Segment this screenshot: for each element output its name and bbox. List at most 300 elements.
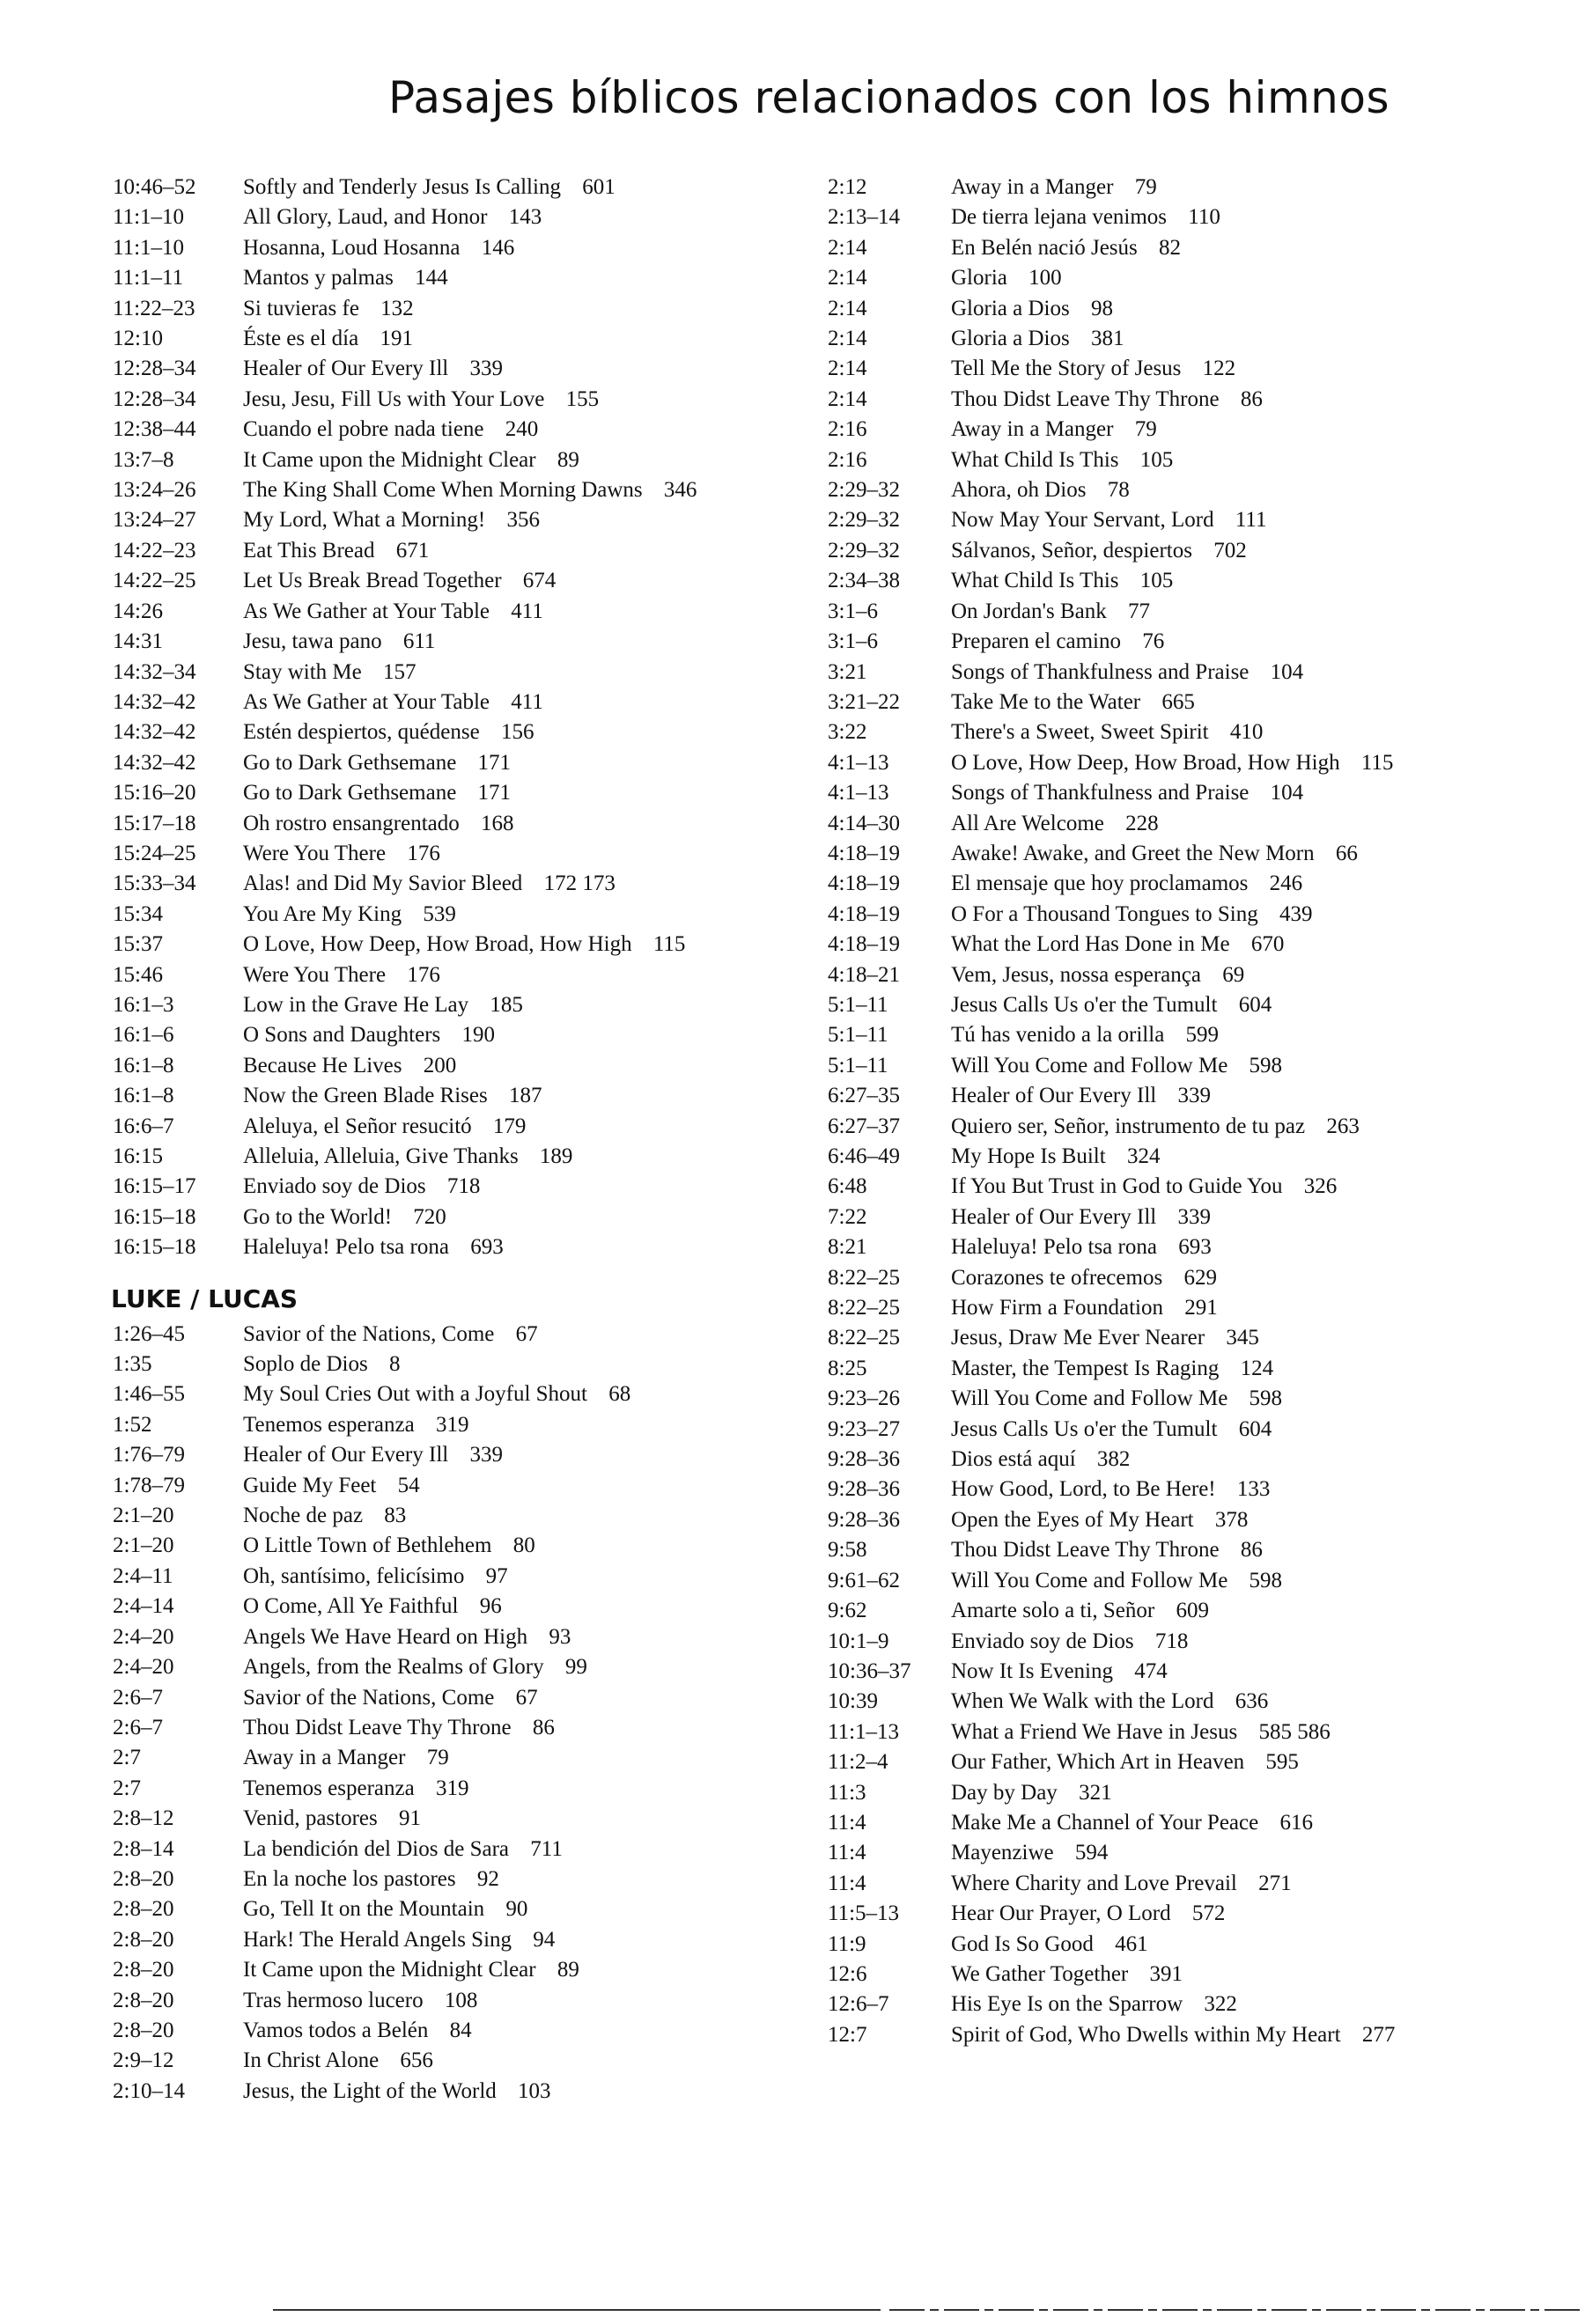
hymn-title: Alas! and Did My Savior Bleed — [243, 872, 523, 896]
hymn-title: Éste es el día — [243, 327, 359, 351]
scripture-reference: 5:1–11 — [828, 992, 888, 1017]
hymn-number: 200 — [423, 1053, 457, 1077]
scripture-reference: 4:1–13 — [828, 781, 889, 805]
index-entry — [113, 263, 729, 293]
hymn-entry — [243, 324, 729, 354]
hymn-title: Gloria — [951, 266, 1007, 290]
index-entry — [828, 1172, 1462, 1202]
hymn-title: My Lord, What a Morning! — [243, 508, 486, 533]
hymn-entry — [951, 1081, 1462, 1111]
hymn-title: Hark! The Herald Angels Sing — [243, 1927, 512, 1952]
index-entry — [113, 1081, 729, 1111]
scripture-reference: 14:32–42 — [113, 689, 196, 714]
scripture-reference: 4:18–21 — [828, 962, 900, 987]
index-entry — [828, 294, 1462, 324]
hymn-entry — [951, 1354, 1462, 1384]
scripture-reference: 14:32–42 — [113, 750, 196, 775]
hymn-entry — [951, 385, 1462, 415]
hymn-title: Tell Me the Story of Jesus — [951, 357, 1182, 381]
hymn-number: 381 — [1090, 327, 1124, 351]
index-entry — [828, 1415, 1462, 1445]
index-entry — [113, 536, 729, 566]
hymn-title: Healer of Our Every Ill — [243, 1443, 449, 1467]
hymn-number: 720 — [413, 1204, 446, 1229]
index-entry — [828, 1808, 1462, 1838]
hymn-number: 572 — [1191, 1901, 1226, 1926]
hymn-number: 168 — [481, 811, 514, 835]
hymn-entry — [951, 566, 1462, 596]
hymn-title: The King Shall Come When Morning Dawns — [243, 478, 643, 503]
scripture-reference: 8:22–25 — [828, 1265, 900, 1290]
hymn-title: Awake! Awake, and Greet the New Morn — [951, 841, 1315, 865]
hymn-entry — [243, 1531, 729, 1561]
hymn-entry — [951, 536, 1462, 566]
hymn-number: 711 — [530, 1836, 563, 1861]
index-entry — [113, 566, 729, 596]
hymn-title: Noche de paz — [243, 1504, 364, 1528]
index-entry — [828, 1596, 1462, 1626]
hymn-entry — [243, 1955, 729, 1985]
scripture-reference: 9:28–36 — [828, 1447, 900, 1472]
index-entry — [828, 202, 1462, 232]
hymn-number: 104 — [1270, 781, 1304, 805]
hymn-title: Gloria a Dios — [951, 296, 1070, 320]
hymn-title: Oh, santísimo, felicísimo — [243, 1563, 465, 1588]
hymn-entry — [951, 1323, 1462, 1353]
scripture-reference: 11:4 — [828, 1841, 866, 1865]
index-entry — [828, 839, 1462, 869]
hymn-title: Softly and Tenderly Jesus Is Calling — [243, 175, 561, 199]
hymn-entry — [951, 1415, 1462, 1445]
hymn-entry — [243, 1350, 729, 1379]
hymn-title: Let Us Break Bread Together — [243, 569, 502, 593]
hymn-number: 474 — [1134, 1658, 1168, 1683]
index-entry — [828, 748, 1462, 778]
hymn-title: How Good, Lord, to Be Here! — [951, 1477, 1216, 1502]
hymn-number: 604 — [1238, 1416, 1272, 1441]
hymn-title: Oh rostro ensangrentado — [243, 811, 460, 835]
hymn-title: Now the Green Blade Rises — [243, 1084, 488, 1108]
scripture-reference: 15:17–18 — [113, 811, 196, 835]
scripture-reference: 13:7–8 — [113, 447, 174, 472]
hymn-number: 77 — [1127, 599, 1150, 623]
hymn-entry — [951, 960, 1462, 990]
scripture-reference: 5:1–11 — [828, 1053, 888, 1077]
index-entry — [828, 1323, 1462, 1353]
index-entry — [113, 1683, 729, 1713]
hymn-number: 176 — [407, 841, 440, 865]
hymn-entry — [243, 415, 729, 445]
hymn-number: 410 — [1229, 720, 1264, 745]
hymn-entry — [951, 1505, 1462, 1535]
index-entry — [113, 1440, 729, 1470]
hymn-entry — [243, 1020, 729, 1050]
hymn-title: Angels, from the Realms of Glory — [243, 1655, 544, 1680]
hymn-entry — [951, 1142, 1462, 1172]
scripture-reference: 2:7 — [113, 1776, 141, 1800]
hymn-entry — [243, 1864, 729, 1894]
hymn-title: Go to the World! — [243, 1204, 393, 1229]
scripture-reference: 15:46 — [113, 962, 163, 987]
hymn-entry — [951, 809, 1462, 839]
hymn-entry — [951, 1930, 1462, 1960]
hymn-title: Haleluya! Pelo tsa rona — [243, 1235, 449, 1260]
scripture-reference: 3:22 — [828, 720, 867, 745]
hymn-title: Away in a Manger — [951, 175, 1114, 199]
hymn-title: Enviado soy de Dios — [243, 1174, 426, 1199]
hymn-title: Cuando el pobre nada tiene — [243, 417, 484, 442]
hymn-title: If You But Trust in God to Guide You — [951, 1174, 1283, 1199]
scripture-reference: 5:1–11 — [828, 1023, 888, 1048]
hymn-number: 69 — [1222, 962, 1245, 987]
hymn-entry — [243, 1894, 729, 1924]
index-entry — [113, 1501, 729, 1531]
hymn-title: Dios está aquí — [951, 1447, 1076, 1472]
scripture-reference: 16:15–18 — [113, 1235, 196, 1260]
index-entry — [828, 1384, 1462, 1414]
hymn-title: How Firm a Foundation — [951, 1296, 1163, 1320]
hymn-number: 670 — [1250, 932, 1285, 957]
hymn-title: Healer of Our Every Ill — [243, 357, 449, 381]
index-entry — [828, 2020, 1462, 2050]
hymn-number: 185 — [490, 992, 523, 1017]
hymn-entry — [243, 505, 729, 535]
scripture-reference: 9:58 — [828, 1538, 867, 1563]
hymn-entry — [951, 990, 1462, 1020]
hymn-title: Tenemos esperanza — [243, 1776, 415, 1800]
hymn-number: 100 — [1028, 266, 1062, 290]
scripture-reference: 2:8–20 — [113, 2018, 174, 2042]
scripture-reference: 16:15 — [113, 1144, 163, 1168]
index-entry — [828, 778, 1462, 808]
hymn-entry — [951, 294, 1462, 324]
hymn-entry — [951, 1475, 1462, 1504]
index-entry — [113, 627, 729, 657]
index-entry — [828, 1020, 1462, 1050]
hymn-entry — [243, 1925, 729, 1955]
index-entry — [828, 1051, 1462, 1081]
hymn-entry — [951, 1445, 1462, 1475]
hymn-number: 636 — [1235, 1689, 1269, 1714]
scripture-reference: 14:32–42 — [113, 720, 196, 745]
footer-rule — [0, 2271, 1585, 2324]
hymn-number: 322 — [1204, 1992, 1237, 2017]
index-entry — [828, 354, 1462, 384]
hymn-entry — [243, 1081, 729, 1111]
scripture-reference: 16:6–7 — [113, 1114, 174, 1138]
hymn-entry — [243, 2077, 729, 2107]
hymn-entry — [951, 202, 1462, 232]
scripture-reference: 15:37 — [113, 932, 163, 957]
scripture-reference: 12:7 — [828, 2022, 867, 2047]
hymn-title: Thou Didst Leave Thy Throne — [951, 386, 1220, 411]
hymn-number: 144 — [415, 266, 448, 290]
scripture-reference: 2:34–38 — [828, 569, 900, 593]
scripture-reference: 2:6–7 — [113, 1715, 163, 1739]
hymn-number: 671 — [395, 538, 430, 563]
scripture-reference: 14:22–23 — [113, 538, 196, 563]
scripture-reference: 15:16–20 — [113, 781, 196, 805]
hymn-title: Were You There — [243, 841, 387, 865]
index-entry — [113, 1622, 729, 1652]
index-entry — [828, 809, 1462, 839]
hymn-title: We Gather Together — [951, 1961, 1129, 1986]
hymn-title: Si tuvieras fe — [243, 296, 359, 320]
index-entry — [113, 173, 729, 202]
index-entry — [113, 688, 729, 717]
index-entry — [828, 505, 1462, 535]
scripture-reference: 14:31 — [113, 629, 163, 654]
hymn-title: Healer of Our Every Ill — [951, 1204, 1157, 1229]
hymn-number: 92 — [476, 1866, 499, 1891]
scripture-reference: 2:10–14 — [113, 2078, 185, 2103]
hymn-title: O Sons and Daughters — [243, 1023, 441, 1048]
hymn-number: 629 — [1183, 1265, 1217, 1290]
hymn-title: Go, Tell It on the Mountain — [243, 1897, 485, 1922]
index-entry — [828, 1202, 1462, 1232]
index-entry — [828, 1112, 1462, 1142]
footer-line — [0, 2271, 1585, 2324]
hymn-entry — [951, 505, 1462, 535]
hymn-number: 83 — [384, 1504, 407, 1528]
index-entry — [113, 1562, 729, 1592]
hymn-entry — [243, 1320, 729, 1350]
hymn-title: O Love, How Deep, How Broad, How High — [951, 750, 1340, 775]
scripture-reference: 15:24–25 — [113, 841, 196, 865]
hymn-number: 585 586 — [1258, 1719, 1331, 1744]
hymn-number: 146 — [481, 235, 515, 260]
hymn-entry — [243, 1202, 729, 1232]
index-entry — [828, 233, 1462, 263]
hymn-title: O Little Town of Bethlehem — [243, 1533, 492, 1558]
index-entry — [113, 1774, 729, 1804]
hymn-title: Vem, Jesus, nossa esperança — [951, 962, 1201, 987]
scripture-reference: 2:12 — [828, 175, 867, 199]
hymn-entry — [243, 2046, 729, 2076]
hymn-number: 111 — [1235, 508, 1267, 533]
index-entry — [113, 1894, 729, 1924]
hymn-number: 97 — [485, 1563, 508, 1588]
hymn-title: His Eye Is on the Sparrow — [951, 1992, 1183, 2017]
hymn-number: 601 — [582, 175, 616, 199]
hymn-number: 157 — [382, 659, 417, 684]
scripture-reference: 10:36–37 — [828, 1658, 911, 1683]
index-entry — [828, 1930, 1462, 1960]
hymn-title: Where Charity and Love Prevail — [951, 1871, 1237, 1895]
hymn-title: Tenemos esperanza — [243, 1412, 415, 1437]
hymn-title: God Is So Good — [951, 1931, 1094, 1956]
scripture-reference: 8:21 — [828, 1235, 867, 1260]
scripture-reference: 2:16 — [828, 417, 867, 442]
hymn-title: Open the Eyes of My Heart — [951, 1507, 1194, 1532]
scripture-reference: 9:28–36 — [828, 1507, 900, 1532]
hymn-entry — [243, 1112, 729, 1142]
scripture-reference: 10:46–52 — [113, 175, 196, 199]
index-entry — [828, 1657, 1462, 1687]
scripture-reference: 4:18–19 — [828, 841, 900, 865]
scripture-reference: 1:46–55 — [113, 1382, 185, 1407]
hymn-number: 246 — [1269, 872, 1303, 896]
hymn-title: What Child Is This — [951, 447, 1119, 472]
hymn-entry — [951, 1627, 1462, 1657]
index-entry — [113, 1202, 729, 1232]
hymn-number: 115 — [1360, 750, 1394, 775]
index-entry — [113, 1925, 729, 1955]
hymn-entry — [243, 536, 729, 566]
index-entry — [828, 1960, 1462, 1989]
hymn-title: You Are My King — [243, 901, 402, 926]
hymn-number: 539 — [423, 901, 456, 926]
hymn-number: 391 — [1149, 1961, 1183, 1986]
index-entry — [828, 1081, 1462, 1111]
hymn-title: Eat This Bread — [243, 538, 375, 563]
hymn-title: Estén despiertos, quédense — [243, 720, 480, 745]
hymn-entry — [951, 839, 1462, 869]
hymn-title: Now It Is Evening — [951, 1658, 1113, 1683]
hymn-entry — [243, 658, 729, 688]
scripture-reference: 4:1–13 — [828, 750, 889, 775]
index-entry — [828, 1778, 1462, 1808]
hymn-title: Jesus Calls Us o'er the Tumult — [951, 992, 1218, 1017]
scripture-reference: 2:13–14 — [828, 205, 900, 230]
hymn-entry — [243, 1804, 729, 1834]
index-entry — [113, 445, 729, 475]
hymn-entry — [951, 173, 1462, 202]
index-entry — [113, 354, 729, 384]
index-entry — [828, 900, 1462, 930]
scripture-reference: 12:6 — [828, 1961, 867, 1986]
hymn-entry — [951, 869, 1462, 899]
scripture-reference: 2:7 — [113, 1746, 141, 1770]
index-entry — [113, 597, 729, 627]
hymn-entry — [243, 900, 729, 930]
hymn-entry — [243, 233, 729, 263]
scripture-reference: 11:1–10 — [113, 205, 185, 230]
index-entry — [113, 1592, 729, 1622]
scripture-reference: 2:1–20 — [113, 1504, 174, 1528]
scripture-reference: 9:61–62 — [828, 1568, 900, 1592]
hymn-number: 656 — [400, 2048, 433, 2073]
scripture-reference: 6:27–37 — [828, 1114, 900, 1138]
scripture-reference: 14:22–25 — [113, 569, 196, 593]
hymn-entry — [243, 475, 729, 505]
hymn-number: 674 — [522, 569, 557, 593]
hymn-entry — [951, 1989, 1462, 2019]
hymn-number: 228 — [1125, 811, 1159, 835]
index-entry — [828, 717, 1462, 747]
index-entry — [828, 566, 1462, 596]
hymn-number: 702 — [1213, 538, 1247, 563]
hymn-number: 271 — [1258, 1871, 1292, 1895]
hymn-title: Songs of Thankfulness and Praise — [951, 781, 1250, 805]
hymn-title: Soplo de Dios — [243, 1352, 368, 1377]
scripture-reference: 14:32–34 — [113, 659, 196, 684]
scripture-reference: 1:26–45 — [113, 1321, 185, 1346]
scripture-reference: 2:29–32 — [828, 538, 900, 563]
hymn-title: En la noche los pastores — [243, 1866, 456, 1891]
hymn-entry — [243, 1232, 729, 1262]
scripture-reference: 15:33–34 — [113, 872, 196, 896]
hymn-title: All Are Welcome — [951, 811, 1104, 835]
hymn-entry — [243, 1172, 729, 1202]
hymn-number: 143 — [508, 205, 542, 230]
hymn-entry — [243, 930, 729, 960]
index-entry — [113, 1743, 729, 1773]
hymn-entry — [951, 1202, 1462, 1232]
index-entry — [828, 1627, 1462, 1657]
index-entry — [828, 1747, 1462, 1777]
index-entry — [113, 233, 729, 263]
hymn-number: 291 — [1184, 1296, 1218, 1320]
scripture-reference: 6:27–35 — [828, 1084, 900, 1108]
hymn-entry — [243, 1652, 729, 1682]
hymn-number: 86 — [532, 1715, 555, 1739]
hymn-entry — [951, 1566, 1462, 1596]
scripture-reference: 7:22 — [828, 1204, 867, 1229]
index-entry — [828, 1535, 1462, 1565]
index-entry — [113, 505, 729, 535]
hymn-number: 94 — [533, 1927, 556, 1952]
scripture-reference: 3:1–6 — [828, 599, 878, 623]
hymn-entry — [243, 1562, 729, 1592]
index-entry — [113, 1172, 729, 1202]
index-entry — [113, 1804, 729, 1834]
index-entry — [113, 1232, 729, 1262]
hymn-entry — [243, 354, 729, 384]
hymn-entry — [951, 1717, 1462, 1747]
scripture-reference: 4:18–19 — [828, 932, 900, 957]
hymn-number: 598 — [1249, 1053, 1283, 1077]
index-entry — [113, 1986, 729, 2016]
hymn-entry — [243, 597, 729, 627]
index-entry — [113, 778, 729, 808]
index-entry — [113, 1713, 729, 1743]
scripture-reference: 15:34 — [113, 901, 163, 926]
hymn-entry — [243, 1410, 729, 1440]
index-entry — [113, 1112, 729, 1142]
scripture-reference: 2:14 — [828, 386, 867, 411]
hymn-number: 98 — [1090, 296, 1113, 320]
scripture-reference: 2:14 — [828, 296, 867, 320]
scripture-reference: 10:1–9 — [828, 1629, 889, 1653]
hymn-entry — [951, 415, 1462, 445]
index-entry — [113, 839, 729, 869]
index-entry — [828, 1263, 1462, 1293]
scripture-reference: 2:8–20 — [113, 1866, 174, 1891]
index-entry — [828, 1232, 1462, 1262]
hymn-title: What the Lord Has Done in Me — [951, 932, 1230, 957]
hymn-entry — [951, 2020, 1462, 2050]
index-entry — [113, 1471, 729, 1501]
hymn-entry — [951, 1899, 1462, 1929]
scripture-reference: 2:8–20 — [113, 1988, 174, 2012]
hymn-entry — [243, 1501, 729, 1531]
hymn-number: 191 — [380, 327, 413, 351]
hymn-entry — [243, 1835, 729, 1864]
page-title: Pasajes bíblicos relacionados con los himnos — [387, 72, 1390, 123]
hymn-title: Go to Dark Gethsemane — [243, 750, 457, 775]
hymn-title: Master, the Tempest Is Raging — [951, 1356, 1220, 1380]
scripture-reference: 13:24–26 — [113, 478, 196, 503]
hymn-entry — [951, 1596, 1462, 1626]
hymn-number: 84 — [449, 2018, 472, 2042]
hymn-number: 326 — [1303, 1174, 1338, 1199]
hymn-number: 171 — [477, 750, 512, 775]
index-entry — [828, 990, 1462, 1020]
hymn-number: 187 — [508, 1084, 542, 1108]
scripture-reference: 2:14 — [828, 327, 867, 351]
hymn-title: Venid, pastores — [243, 1806, 378, 1831]
